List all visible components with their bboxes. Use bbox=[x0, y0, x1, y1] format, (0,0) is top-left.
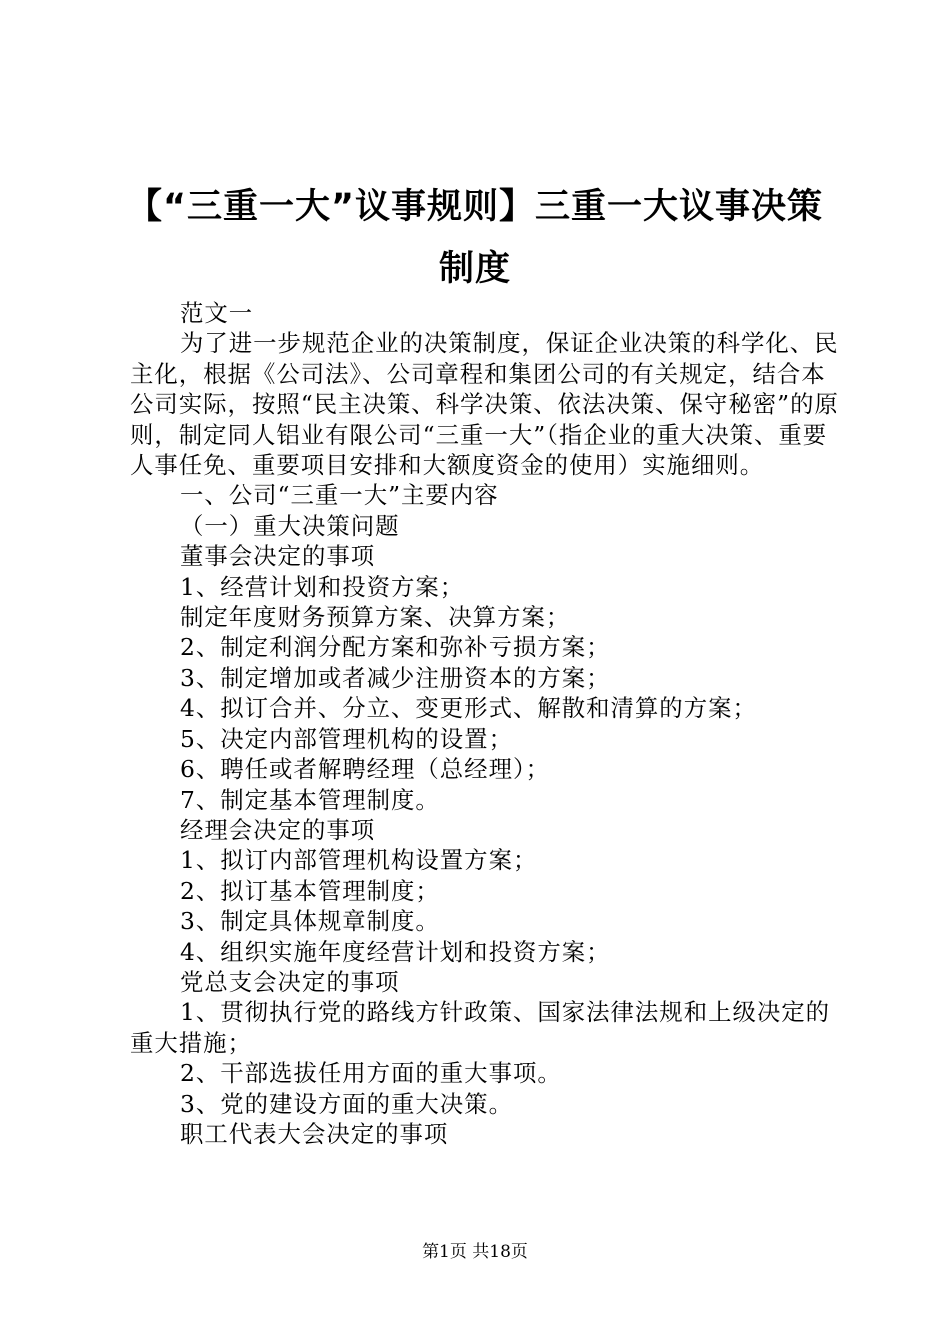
list-item: 制定年度财务预算方案、决算方案； bbox=[180, 603, 571, 632]
list-item: 1、贯彻执行党的路线方针政策、国家法律法规和上级决定的重大措施； bbox=[130, 998, 831, 1057]
list-item: 3、党的建设方面的重大决策。 bbox=[180, 1089, 513, 1118]
section-heading: 一、公司“三重一大”主要内容 bbox=[180, 481, 499, 510]
list-item: 1、经营计划和投资方案； bbox=[180, 572, 465, 601]
paragraph-label: 范文一 bbox=[180, 299, 254, 327]
list-heading: 职工代表大会决定的事项 bbox=[180, 1119, 449, 1148]
list-item: 7、制定基本管理制度。 bbox=[180, 785, 440, 814]
list-item: 6、聘任或者解聘经理（总经理）； bbox=[180, 755, 551, 784]
list-heading: 党总支会决定的事项 bbox=[180, 967, 400, 996]
document-title: 【“三重一大”议事规则】三重一大议事决策制度 bbox=[126, 187, 823, 289]
list-item: 4、拟订合并、分立、变更形式、解散和清算的方案； bbox=[180, 694, 757, 723]
list-heading: 经理会决定的事项 bbox=[180, 815, 376, 844]
page-footer bbox=[0, 1240, 950, 1264]
list-item: 3、制定具体规章制度。 bbox=[180, 907, 440, 936]
list-item: 2、拟订基本管理制度； bbox=[180, 876, 440, 905]
list-item: 4、组织实施年度经营计划和投资方案； bbox=[180, 937, 611, 966]
list-item: 2、制定利润分配方案和弥补亏损方案； bbox=[180, 633, 611, 662]
list-item: 1、拟订内部管理机构设置方案； bbox=[180, 846, 538, 875]
list-item: 2、干部选拔任用方面的重大事项。 bbox=[180, 1059, 562, 1088]
list-item: 3、制定增加或者减少注册资本的方案； bbox=[180, 663, 611, 692]
subsection-heading: （一）重大决策问题 bbox=[180, 511, 400, 540]
list-item: 5、决定内部管理机构的设置； bbox=[180, 724, 513, 753]
list-heading: 董事会决定的事项 bbox=[180, 542, 376, 571]
document-body bbox=[130, 298, 840, 1149]
page-number: 第1页 共18页 bbox=[422, 1242, 528, 1262]
paragraph-intro: 为了进一步规范企业的决策制度，保证企业决策的科学化、民主化，根据《公司法》、公司章程和集团公司的有关规定，结合本公司实际，按照“民主决策、科学决策、依法决策、保守秘密”的原则，制定同人铝业有限公司“三重一大”（指企业的重大决策、重要人事任免、重要项目安排和大额度资金的使用）实施细则。 bbox=[130, 329, 839, 480]
